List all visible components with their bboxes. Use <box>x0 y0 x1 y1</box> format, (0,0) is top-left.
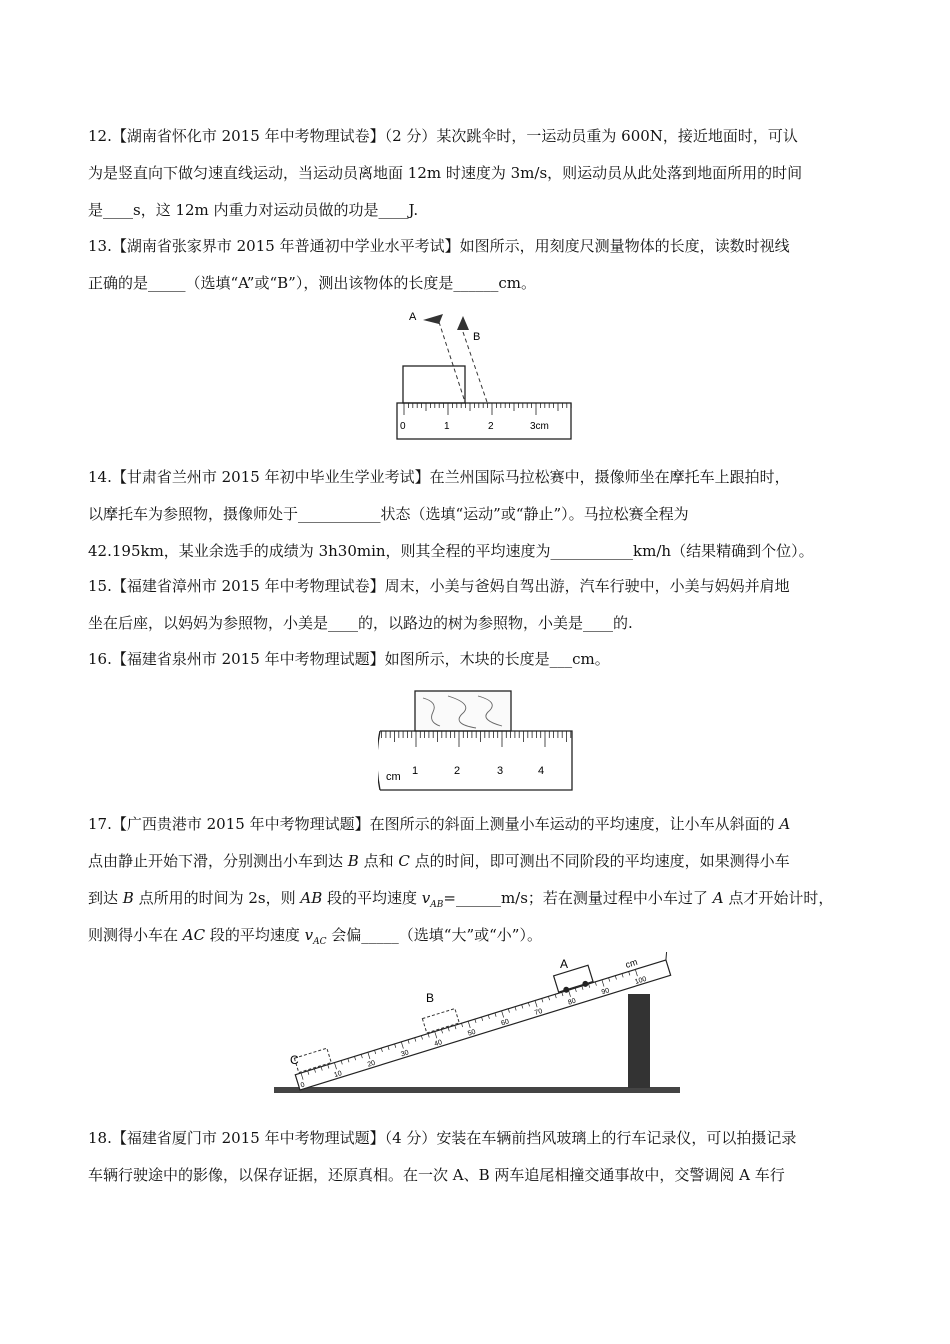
ruler-tick-label: 90 <box>600 987 611 997</box>
q15-line-2: 坐在后座，以妈妈为参照物，小美是____的，以路边的树为参照物，小美是____的. <box>88 614 633 632</box>
incline-ruler <box>295 960 670 1090</box>
q13-line-1: 13.【湖南省张家界市 2015 年普通初中学业水平考试】如图所示，用刻度尺测量物体的长度，读数时视线 <box>88 237 790 255</box>
wood-block <box>415 691 511 731</box>
eye-b-icon <box>457 316 469 330</box>
q12-line-3: 是____s，这 12m 内重力对运动员做的功是____J. <box>88 201 419 219</box>
ruler-tick-label: 20 <box>366 1059 377 1069</box>
q14-line-1: 14.【甘肃省兰州市 2015 年初中毕业生学业考试】在兰州国际马拉松赛中，摄像师坐在摩托车上跟拍时， <box>88 468 790 486</box>
table-base <box>274 1087 680 1093</box>
q17-text: 17.【广西贵港市 2015 年中考物理试题】在图所示的斜面上测量小车运动的平均速度，让小车从斜面的 <box>88 815 780 833</box>
ruler-tick-label: 80 <box>567 997 577 1007</box>
label-b: B <box>473 331 481 343</box>
q17-line-2: 点由静止开始下滑，分别测出小车到达 B 点和 C 点的时间，即可测出不同阶段的平均速度，如果测得小车 <box>88 852 790 870</box>
ruler-tick-label: 70 <box>533 1007 544 1017</box>
label-a: A <box>560 957 569 971</box>
ruler-tick-label: 30 <box>400 1049 410 1059</box>
ruler-tick-label: 50 <box>467 1028 477 1038</box>
ruler-tick-label: 40 <box>433 1039 444 1049</box>
ruler-tick-label: 100 <box>634 975 648 986</box>
tick-label-4: 4 <box>538 765 545 777</box>
q14-line-2: 以摩托车为参照物，摄像师处于___________状态（选填“运动”或“静止”）。马拉松赛全程为 <box>88 505 689 523</box>
ruler <box>380 731 572 790</box>
q17-incline-figure <box>272 952 684 1102</box>
q18-line-2: 车辆行驶途中的影像，以保存证据，还原真相。在一次 A、B 两车追尾相撞交通事故中，交警调阅 A 车行 <box>88 1166 785 1184</box>
q17-point-a: A <box>779 815 791 833</box>
label-a: A <box>409 311 417 323</box>
q15-line-1: 15.【福建省漳州市 2015 年中考物理试卷】周末，小美与爸妈自驾出游，汽车行驶中，小美与妈妈并肩地 <box>88 577 790 595</box>
unit-label: cm <box>624 956 639 970</box>
ruler-tick-label: 10 <box>333 1070 343 1080</box>
q12-line-2: 为是竖直向下做匀速直线运动，当运动员离地面 12m 时速度为 3m/s，则运动员从此处落到地面所用的时间 <box>88 164 803 182</box>
ruler-tick-label: 0 <box>299 1081 306 1090</box>
tick-label-1: 1 <box>444 421 450 432</box>
tick-label-3: 3 <box>497 765 504 777</box>
q17-line-3: 到达 B 点所用的时间为 2s，则 AB 段的平均速度 $v_{AB}=\_\_\_\_\_\_m/s$；若在测量过程中小车过了 A 点才开始计时， <box>88 889 834 910</box>
q17-line-4: 则测得小车在 AC 段的平均速度 $v_{AC}$ 会偏_____（选填“大”或“小”）。 <box>88 926 542 947</box>
eye-a-icon <box>423 314 443 324</box>
q14-line-3: 42.195km，某业余选手的成绩为 3h30min，则其全程的平均速度为___________km/h（结果精确到个位）。 <box>88 542 814 560</box>
q16-line-1: 16.【福建省泉州市 2015 年中考物理试题】如图所示，木块的长度是___cm。 <box>88 650 610 668</box>
q17-line-1 <box>88 814 868 834</box>
q16-wood-ruler-figure <box>378 688 576 798</box>
unit-label: cm <box>386 771 401 783</box>
label-b: B <box>426 991 435 1005</box>
tick-label-1: 1 <box>412 765 419 777</box>
tick-label-0: 0 <box>400 421 406 432</box>
label-c: C <box>290 1053 299 1067</box>
q13-ruler-figure <box>395 302 575 442</box>
ruler-tick-label: 60 <box>500 1018 510 1028</box>
q12-line-1: 12.【湖南省怀化市 2015 年中考物理试卷】（2 分）某次跳伞时，一运动员重为 600N，接近地面时，可认 <box>88 127 798 145</box>
tick-label-3: 3cm <box>530 421 549 432</box>
tick-label-2: 2 <box>454 765 461 777</box>
tick-label-2: 2 <box>488 421 494 432</box>
q13-line-2: 正确的是_____（选填“A”或“B”），测出该物体的长度是______cm。 <box>88 274 536 292</box>
sight-line-a <box>439 322 465 402</box>
q18-line-1: 18.【福建省厦门市 2015 年中考物理试题】（4 分）安装在车辆前挡风玻璃上的行车记录仪，可以拍摄记录 <box>88 1129 797 1147</box>
measured-object <box>403 366 465 403</box>
support-block <box>628 994 650 1088</box>
